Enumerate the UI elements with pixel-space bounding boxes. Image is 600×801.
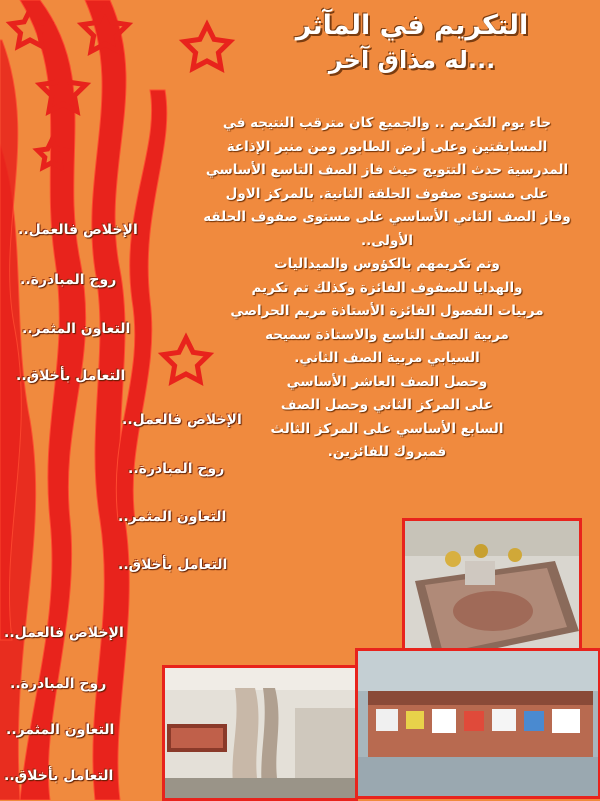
paragraph-line: الأولى.. [360,232,414,249]
article-paragraph [182,112,592,465]
star-icon [184,25,230,68]
paragraph-line: السابع الأساسي على المركز الثالث [270,420,504,437]
paragraph-line: وحصل الصف العاشر الأساسي [286,373,488,390]
slogan-initiative: روح المبادرة.. [10,676,107,692]
slogan-cooperation: التعاون المثمر.. [6,722,115,738]
page-title [242,8,582,76]
slogan-cooperation: التعاون المثمر.. [22,321,131,337]
slogan-ethics: التعامل بأخلاق.. [118,557,228,573]
slogan-sincerity: الإخلاص فالعمل.. [122,412,242,428]
slogan-initiative: روح المبادرة.. [20,272,117,288]
paragraph-line: وتم تكريمهم بالكؤوس والميداليات [274,256,500,272]
slogan-ethics: التعامل بأخلاق.. [4,768,114,784]
slogan-cooperation: التعاون المثمر.. [118,509,227,525]
photo-classroom-wall [355,648,600,799]
slogan-initiative: روح المبادرة.. [128,461,225,477]
paragraph-line: المدرسية حدث التتويج حيث فاز الصف التاسع الأساسي [205,162,569,178]
title-line-1: التكريم في المآثر [295,10,529,41]
photo-curtains [162,665,358,801]
slogan-sincerity: الإخلاص فالعمل.. [4,625,124,641]
paragraph-line: مربيات الفصول الفائزة الأستاذة مريم الحراصي [230,303,544,319]
photo-trophies [402,518,582,664]
slogan-sincerity: الإخلاص فالعمل.. [18,222,138,238]
slogan-ethics: التعامل بأخلاق.. [16,368,126,384]
paragraph-line: والهدايا للصفوف الفائزة وكذلك تم تكريم [251,279,523,296]
paragraph-line: وفاز الصف الثاني الأساسي على مستوى صفوف الحلقه [203,209,571,225]
paragraph-line: جاء يوم التكريم .. والجميع كان مترقب النتيجه في [222,115,552,131]
paragraph-line: المسابقتين وعلى أرض الطابور ومن منبر الإذاعة [226,138,548,155]
paragraph-line: مربية الصف التاسع والاستاذة سميحه [265,326,509,343]
paragraph-line: فمبروك للفائزين. [327,444,447,460]
paragraph-line: على المركز الثاني وحصل الصف [280,397,494,413]
paragraph-line: على مستوى صفوف الحلقة الثانية. بالمركز الاول [225,185,549,202]
paragraph-line: السيابي مربية الصف الثاني. [294,350,480,366]
title-line-2: له مذاق آخر... [328,46,496,74]
